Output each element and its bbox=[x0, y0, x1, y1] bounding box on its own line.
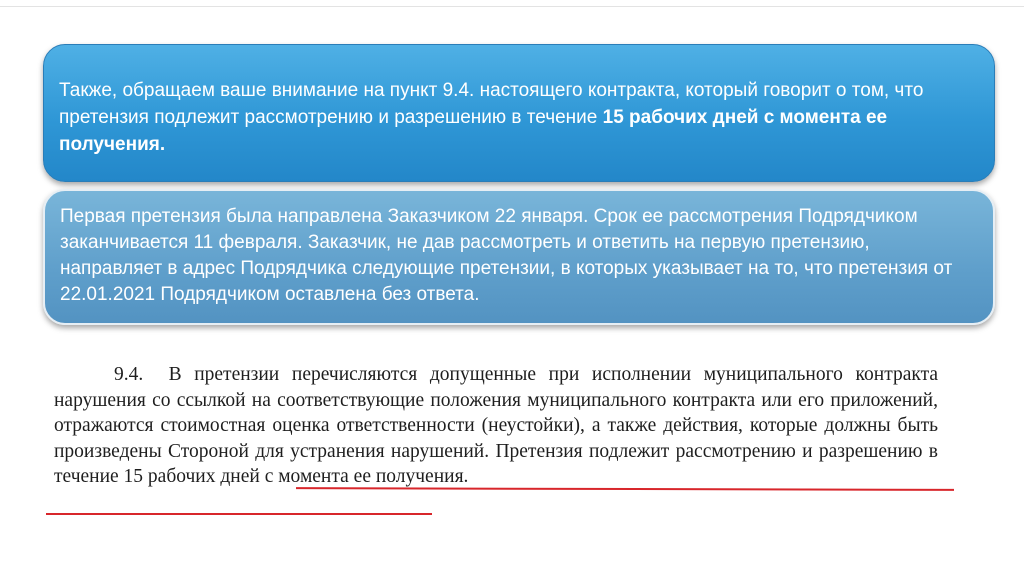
info-box-clause-reference bbox=[43, 44, 995, 182]
clause-text: В претензии перечисляются допущенные при исполнении муниципального контракта нарушения со ссылкой на соответствующие положения муниципального контракта или его приложений, отражаются стоимостная оценка ответственности (неустойки), а также действия, которые должны быть произведены Стороной для устранения нарушений. bbox=[54, 364, 938, 462]
info-box-claim-timeline bbox=[43, 189, 995, 325]
contract-excerpt bbox=[54, 362, 938, 490]
top-divider bbox=[0, 6, 1024, 7]
box2-text: Первая претензия была направлена Заказчиком 22 января. Срок ее рассмотрения Подрядчиком заканчивается 11 февраля. Заказчик, не дав рассмотреть и ответить на первую претензию, направляет в адрес Подрядчика следующие претензии, в которых указывает на то, что претензия от 22.01.2021 Подрядчиком оставлена без ответа. bbox=[60, 206, 953, 305]
box1-bold-text: 15 рабочих дней с момента ее получения. bbox=[59, 107, 888, 155]
red-underline-1 bbox=[296, 487, 954, 491]
red-underline-2 bbox=[46, 513, 432, 515]
highlighted-clause-text: Претензия подлежит рассмотрению и разрешению в течение 15 рабочих дней с момента ее получения. bbox=[54, 440, 938, 487]
box1-text: Также, обращаем ваше внимание на пункт 9.4. настоящего контракта, который говорит о том, что претензия подлежит рассмотрению и разрешению в течение bbox=[59, 80, 924, 128]
clause-number: 9.4. bbox=[114, 364, 144, 385]
